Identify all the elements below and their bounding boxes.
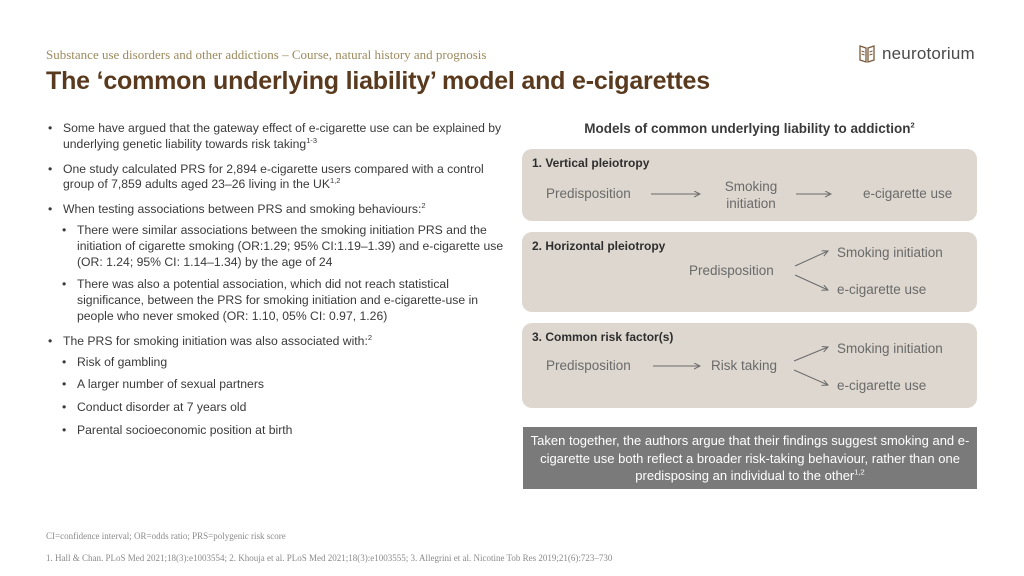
logo-text: neurotorium bbox=[882, 44, 975, 63]
arrow-down-right bbox=[794, 370, 828, 385]
abbreviations-footnote: CI=confidence interval; OR=odds ratio; PRS=polygenic risk score bbox=[46, 531, 286, 541]
arrow-up-right bbox=[795, 251, 828, 266]
bullet-gateway bbox=[46, 121, 506, 153]
arrow-up-right bbox=[794, 347, 828, 361]
node-smoking-initiation: Smoking initiation bbox=[837, 341, 943, 356]
citation-sup: 2 bbox=[367, 332, 372, 342]
sub-bullet-potential: • There was also a potential association, which did not reach statistical significance, between the PRS for smoking initiation and e-cigarette-use in people who never smoked (OR: 1.10, 05% CI: 0.97, 1.26) bbox=[46, 277, 506, 324]
citation-sup: 2 bbox=[910, 120, 915, 130]
common-risk-factor-panel bbox=[522, 323, 977, 408]
bullet-list bbox=[46, 121, 506, 446]
common-risk-arrows bbox=[522, 323, 977, 408]
bullet-text: One study calculated PRS for 2,894 e-cigarette users compared with a control group of 7,859 adults aged 23–26 living in the UK bbox=[63, 161, 484, 192]
horizontal-arrows bbox=[522, 232, 977, 312]
section-kicker: Substance use disorders and other addictions – Course, natural history and prognosis bbox=[46, 47, 487, 62]
bullet-prs-associated bbox=[46, 334, 506, 350]
references-footnote: 1. Hall & Chan. PLoS Med 2021;18(3):e1003554; 2. Khouja et al. PLoS Med 2021;18(3):e1003555; 3. Allegrini et al. Nicotine Tob Res 2019;21(6):723–730 bbox=[46, 553, 613, 563]
citation-sup: 1-3 bbox=[306, 135, 318, 145]
citation-sup: 2 bbox=[421, 201, 426, 211]
sub-bullet-conduct-disorder: • Conduct disorder at 7 years old bbox=[46, 400, 506, 416]
panel-label: 2. Horizontal pleiotropy bbox=[532, 239, 666, 253]
citation-sup: 1,2 bbox=[854, 467, 865, 477]
conclusion-box bbox=[523, 427, 977, 489]
node-e-cigarette-use: e-cigarette use bbox=[863, 186, 953, 201]
neurotorium-logo bbox=[857, 43, 975, 65]
conclusion-text: Taken together, the authors argue that their findings suggest smoking and e-cigarette use both reflect a broader risk-taking behaviour, rather than one predisposing an individual to the other bbox=[530, 433, 970, 483]
node-e-cigarette-use: e-cigarette use bbox=[837, 282, 927, 297]
brain-book-icon bbox=[857, 43, 877, 65]
panel-label: 1. Vertical pleiotropy bbox=[532, 156, 650, 170]
sub-bullet-socioeconomic: • Parental socioeconomic position at birth bbox=[46, 423, 506, 439]
node-line: initiation bbox=[726, 196, 776, 211]
panel-label: 3. Common risk factor(s) bbox=[532, 330, 674, 344]
node-predisposition: Predisposition bbox=[546, 186, 631, 201]
page-title: The ‘common underlying liability’ model and e-cigarettes bbox=[46, 67, 710, 95]
node-smoking-initiation: Smoking initiation bbox=[837, 245, 943, 260]
node-line: Smoking bbox=[724, 179, 778, 194]
bullet-text: The PRS for smoking initiation was also associated with: bbox=[63, 333, 368, 348]
bullet-text: When testing associations between PRS and smoking behaviours: bbox=[63, 202, 422, 217]
models-title-text: Models of common underlying liability to addiction bbox=[584, 121, 911, 136]
horizontal-pleiotropy-panel bbox=[522, 232, 977, 312]
vertical-pleiotropy-panel bbox=[522, 149, 977, 221]
arrow-down-right bbox=[795, 275, 828, 290]
models-title bbox=[522, 121, 977, 136]
sub-bullet-gambling: • Risk of gambling bbox=[46, 355, 506, 371]
bullet-study bbox=[46, 162, 506, 194]
node-e-cigarette-use: e-cigarette use bbox=[837, 378, 927, 393]
sub-bullet-similar: • There were similar associations between the smoking initiation PRS and the initiation of cigarette smoking (OR:1.29; 95% CI:1.19–1.39) and e-cigarette use (OR: 1.24; 95% CI: 1.14–1.34) by the age of 24 bbox=[46, 223, 506, 270]
node-predisposition: Predisposition bbox=[689, 263, 774, 278]
bullet-text: Some have argued that the gateway effect of e-cigarette use can be explained by underlying genetic liability towards risk taking bbox=[63, 121, 502, 151]
node-predisposition: Predisposition bbox=[546, 358, 631, 373]
vertical-arrows bbox=[522, 149, 977, 221]
citation-sup: 1,2 bbox=[329, 176, 341, 186]
bullet-associations bbox=[46, 202, 506, 218]
node-risk-taking: Risk taking bbox=[711, 358, 778, 373]
sub-bullet-sexual-partners: • A larger number of sexual partners bbox=[46, 377, 506, 393]
